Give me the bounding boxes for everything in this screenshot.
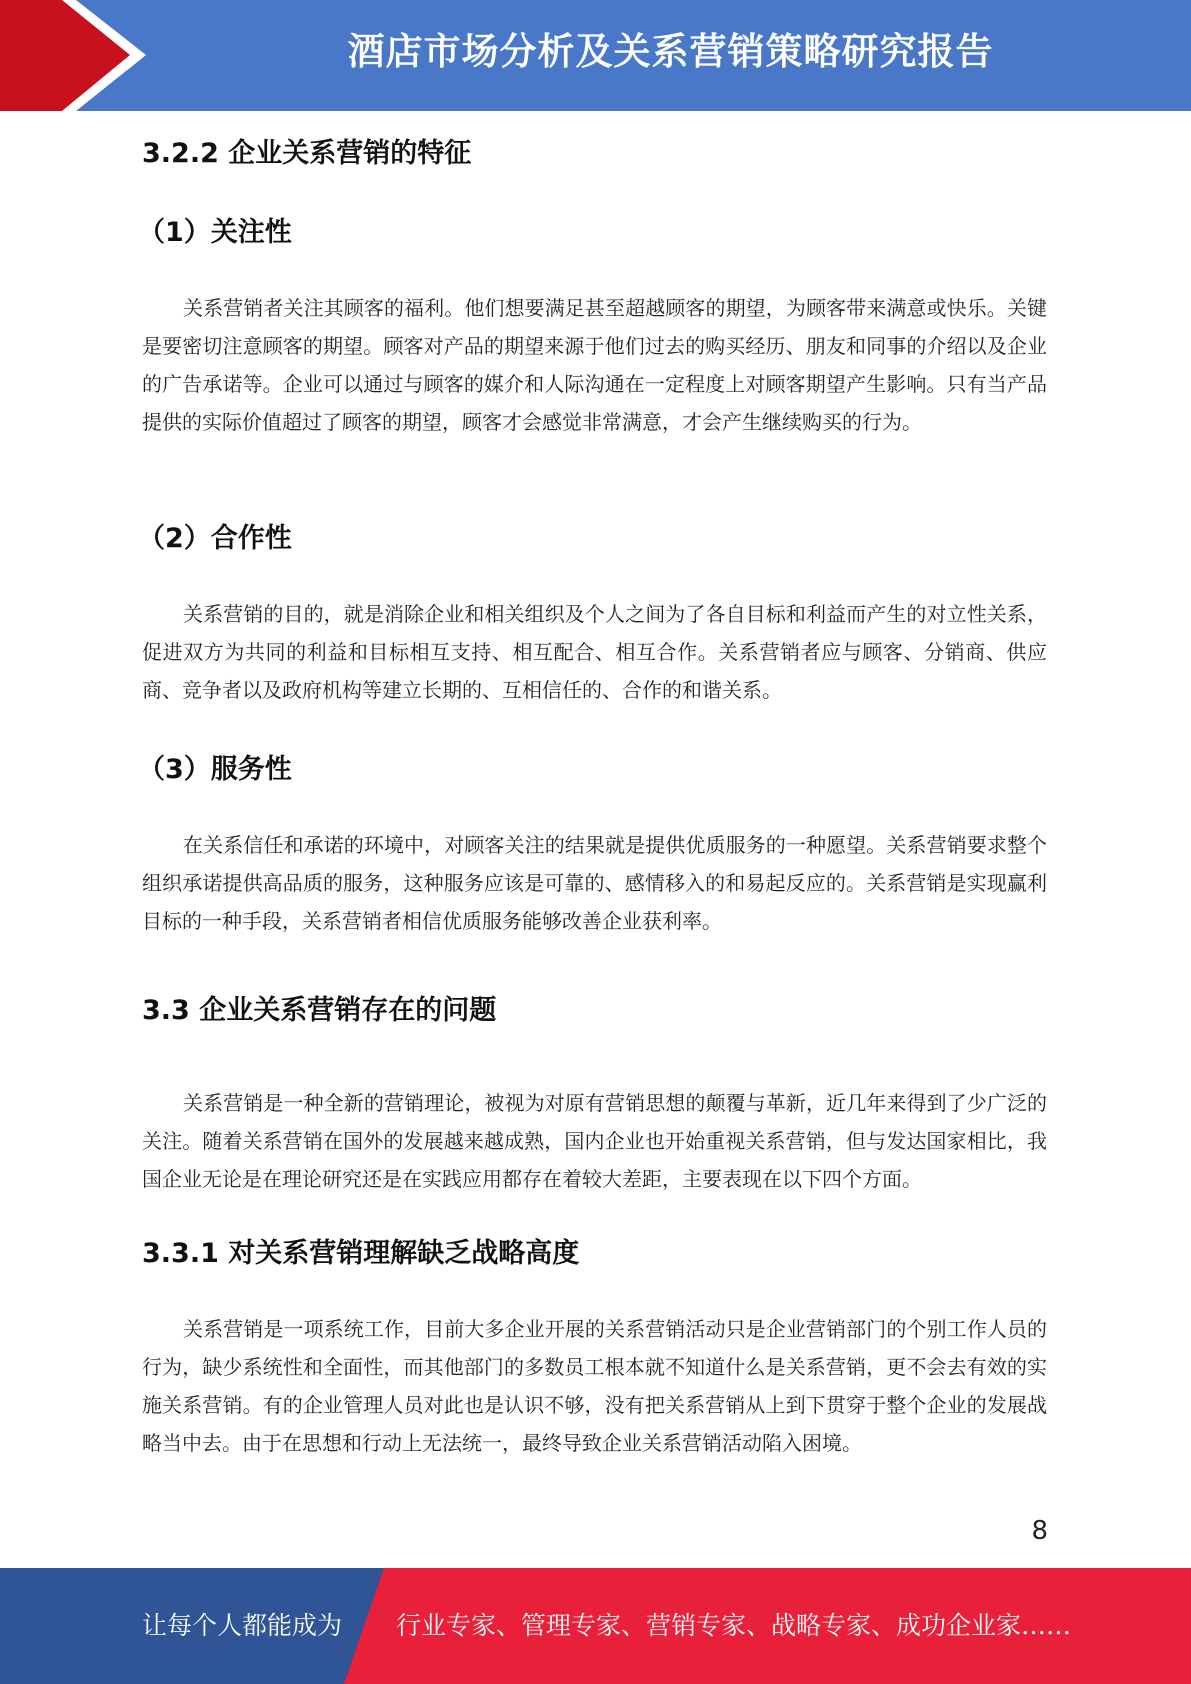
paragraph-attention: 关系营销者关注其顾客的福利。他们想要满足甚至超越顾客的期望，为顾客带来满意或快乐。关键是要密切注意顾客的期望。顾客对产品的期望来源于他们过去的购买经历、朋友和同事的介绍以及企业的广告承诺等。企业可以通过与顾客的媒介和人际沟通在一定程度上对顾客期望产生影响。只有当产品提供的实际价值超过了顾客的期望，顾客才会感觉非常满意，才会产生继续购买的行为。 bbox=[142, 296, 1047, 434]
header-banner bbox=[0, 0, 1191, 111]
footer-slogan-left: 让每个人都能成为 bbox=[142, 1611, 343, 1640]
subheading-service: （3）服务性 bbox=[138, 754, 292, 785]
page-number: 8 bbox=[1031, 1516, 1048, 1546]
subheading-cooperation: （2）合作性 bbox=[138, 523, 292, 554]
footer-slogan-right: 行业专家、管理专家、营销专家、战略专家、成功企业家…… bbox=[396, 1611, 1072, 1640]
report-title: 酒店市场分析及关系营销策略研究报告 bbox=[347, 30, 994, 73]
section-heading-3-3-1: 3.3.1 对关系营销理解缺乏战略高度 bbox=[142, 1238, 580, 1269]
paragraph-cooperation: 关系营销的目的，就是消除企业和相关组织及个人之间为了各自目标和利益而产生的对立性关系，促进双方为共同的利益和目标相互支持、相互配合、相互合作。关系营销者应与顾客、分销商、供应商、竞争者以及政府机构等建立长期的、互相信任的、合作的和谐关系。 bbox=[142, 602, 1047, 702]
paragraph-service: 在关系信任和承诺的环境中，对顾客关注的结果就是提供优质服务的一种愿望。关系营销要求整个组织承诺提供高品质的服务，这种服务应该是可靠的、感情移入的和易起反应的。关系营销是实现赢利目标的一种手段，关系营销者相信优质服务能够改善企业获利率。 bbox=[142, 833, 1047, 933]
paragraph-3-3-1: 关系营销是一项系统工作，目前大多企业开展的关系营销活动只是企业营销部门的个别工作人员的行为，缺少系统性和全面性，而其他部门的多数员工根本就不知道什么是关系营销，更不会去有效的实施关系营销。有的企业管理人员对此也是认识不够，没有把关系营销从上到下贯穿于整个企业的发展战略当中去。由于在思想和行动上无法统一，最终导致企业关系营销活动陷入困境。 bbox=[142, 1317, 1047, 1455]
paragraph-3-3: 关系营销是一种全新的营销理论，被视为对原有营销思想的颠覆与革新，近几年来得到了少广泛的关注。随着关系营销在国外的发展越来越成熟，国内企业也开始重视关系营销，但与发达国家相比，我国企业无论是在理论研究还是在实践应用都存在着较大差距，主要表现在以下四个方面。 bbox=[142, 1091, 1047, 1191]
section-heading-3-3: 3.3 企业关系营销存在的问题 bbox=[142, 995, 497, 1026]
footer-banner bbox=[0, 1568, 1191, 1684]
section-heading-3-2-2: 3.2.2 企业关系营销的特征 bbox=[142, 138, 472, 169]
subheading-attention: （1）关注性 bbox=[138, 217, 292, 248]
